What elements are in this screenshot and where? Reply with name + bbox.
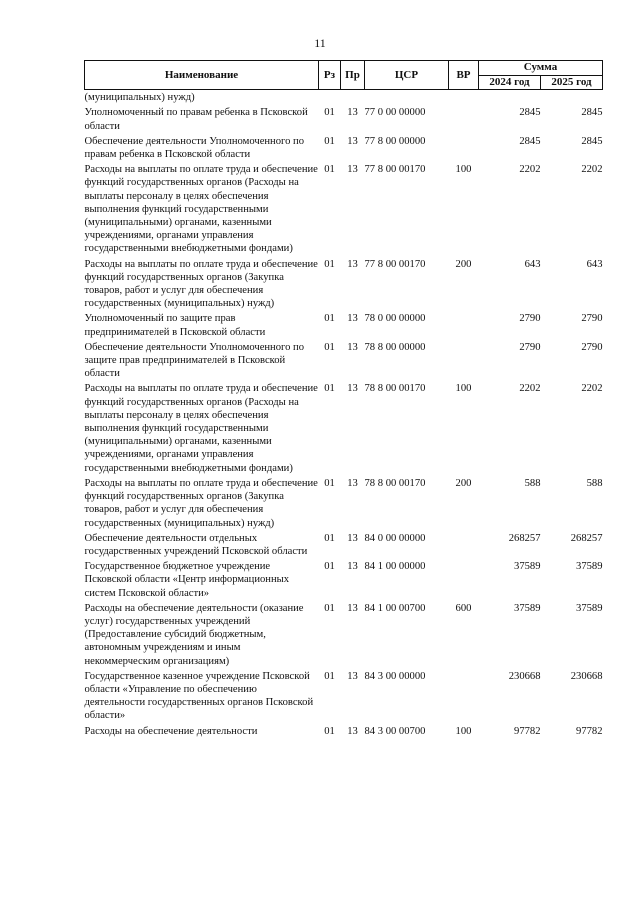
cell-csr: 77 8 00 00170	[364, 258, 426, 270]
cell-csr: 84 1 00 00700	[364, 602, 426, 614]
cell-name: (муниципальных) нужд)	[84, 92, 195, 104]
header-rz: Рз	[319, 61, 341, 90]
cell-csr: 78 8 00 00170	[364, 383, 426, 395]
cell-rz: 01	[324, 383, 335, 395]
cell-vr	[449, 105, 479, 133]
cell-rz	[319, 90, 341, 106]
cell-pr: 13	[347, 107, 358, 119]
table-row	[85, 257, 603, 312]
cell-pr: 13	[347, 725, 358, 737]
cell-s24	[479, 90, 541, 106]
cell-vr	[449, 559, 479, 601]
cell-pr: 13	[347, 477, 358, 489]
cell-name: Расходы на обеспечение деятельности (оказание услуг) государственных учреждений (Предоставление субсидий бюджетным, автономным учреждениям и иным некоммерческим организациям)	[84, 602, 304, 667]
table-row	[85, 311, 603, 339]
table-row	[85, 601, 603, 669]
cell-s24: 2845	[519, 107, 541, 119]
cell-s24: 2202	[519, 383, 541, 395]
cell-vr: 200	[455, 258, 472, 270]
cell-s24: 2790	[519, 341, 541, 353]
cell-pr: 13	[347, 135, 358, 147]
table-row	[85, 90, 603, 106]
cell-rz: 01	[324, 477, 335, 489]
page-number: 11	[314, 36, 326, 50]
cell-vr: 200	[455, 477, 472, 489]
table-header	[85, 61, 603, 90]
cell-s24: 268257	[508, 532, 541, 544]
cell-s24: 2845	[519, 135, 541, 147]
cell-csr: 78 0 00 00000	[364, 313, 426, 325]
cell-s24: 37589	[514, 602, 541, 614]
cell-s25: 2202	[581, 164, 603, 176]
cell-name: Уполномоченный по правам ребенка в Псковской области	[84, 107, 308, 132]
cell-csr: 77 8 00 00000	[364, 135, 426, 147]
cell-rz: 01	[324, 341, 335, 353]
cell-csr: 84 3 00 00700	[364, 725, 426, 737]
table-row	[85, 724, 603, 739]
cell-name: Расходы на выплаты по оплате труда и обеспечение функций государственных органов (Расходы на выплаты персоналу в целях обеспечения выполнения функций государственными (муниципальными) органами, казенными учреждениями, органами управления государственными внебюджетными фондами)	[84, 164, 318, 255]
cell-name: Государственное казенное учреждение Псковской области «Управление по обеспечению деятельности государственных органов Псковской области»	[84, 670, 314, 722]
cell-vr: 100	[455, 725, 472, 737]
cell-csr: 84 3 00 00000	[364, 670, 426, 682]
cell-csr: 78 8 00 00000	[364, 341, 426, 353]
cell-s25: 643	[586, 258, 603, 270]
cell-rz: 01	[324, 561, 335, 573]
header-name: Наименование	[85, 61, 319, 90]
cell-s25: 268257	[570, 532, 603, 544]
table-row	[85, 340, 603, 382]
cell-vr	[449, 134, 479, 162]
cell-pr	[341, 90, 365, 106]
cell-rz: 01	[324, 258, 335, 270]
cell-vr	[449, 340, 479, 382]
cell-rz: 01	[324, 313, 335, 325]
cell-s24: 37589	[514, 561, 541, 573]
table-row	[85, 162, 603, 256]
cell-s25: 2790	[581, 341, 603, 353]
cell-name: Расходы на обеспечение деятельности	[84, 725, 258, 737]
table-row	[85, 476, 603, 531]
cell-pr: 13	[347, 602, 358, 614]
cell-s25: 2202	[581, 383, 603, 395]
cell-s25: 230668	[570, 670, 603, 682]
cell-s25: 2845	[581, 135, 603, 147]
table-row	[85, 105, 603, 133]
cell-name: Обеспечение деятельности Уполномоченного по защите прав предпринимателей в Псковской области	[84, 341, 305, 380]
cell-rz: 01	[324, 725, 335, 737]
cell-s25	[541, 90, 603, 106]
cell-s25: 37589	[576, 561, 603, 573]
cell-vr: 100	[455, 383, 472, 395]
cell-pr: 13	[347, 561, 358, 573]
table-row	[85, 669, 603, 724]
cell-s25: 97782	[576, 725, 603, 737]
cell-s24: 230668	[508, 670, 541, 682]
cell-csr: 84 1 00 00000	[364, 561, 426, 573]
cell-name: Расходы на выплаты по оплате труда и обеспечение функций государственных органов (Закупка товаров, работ и услуг для обеспечения государственных (муниципальных) нужд)	[84, 258, 318, 310]
cell-name: Обеспечение деятельности отдельных государственных учреждений Псковской области	[84, 532, 308, 557]
cell-pr: 13	[347, 532, 358, 544]
cell-rz: 01	[324, 164, 335, 176]
cell-s24: 588	[524, 477, 541, 489]
cell-rz: 01	[324, 107, 335, 119]
budget-table	[84, 60, 603, 739]
header-csr: ЦСР	[365, 61, 449, 90]
header-year-2025: 2025 год	[541, 76, 603, 90]
cell-s24: 2790	[519, 313, 541, 325]
table-row	[85, 531, 603, 559]
cell-name: Государственное бюджетное учреждение Псковской области «Центр информационных систем Псковской области»	[84, 561, 290, 599]
cell-vr: 600	[455, 602, 472, 614]
cell-pr: 13	[347, 258, 358, 270]
table-row	[85, 381, 603, 475]
cell-s24: 2202	[519, 164, 541, 176]
cell-rz: 01	[324, 670, 335, 682]
cell-csr: 78 8 00 00170	[364, 477, 426, 489]
cell-vr	[449, 90, 479, 106]
cell-s25: 2790	[581, 313, 603, 325]
table-row	[85, 134, 603, 162]
header-sum: Сумма	[479, 61, 603, 76]
cell-pr: 13	[347, 341, 358, 353]
cell-s24: 643	[524, 258, 541, 270]
cell-pr: 13	[347, 383, 358, 395]
cell-vr	[449, 311, 479, 339]
cell-name: Обеспечение деятельности Уполномоченного по правам ребенка в Псковской области	[84, 135, 305, 161]
cell-rz: 01	[324, 532, 335, 544]
header-pr: Пр	[341, 61, 365, 90]
cell-csr: 77 0 00 00000	[364, 107, 426, 119]
cell-pr: 13	[347, 164, 358, 176]
table-row	[85, 559, 603, 601]
cell-vr	[449, 669, 479, 724]
cell-s24: 97782	[514, 725, 541, 737]
header-year-2024: 2024 год	[479, 76, 541, 90]
cell-s25: 2845	[581, 107, 603, 119]
cell-pr: 13	[347, 670, 358, 682]
cell-csr: 77 8 00 00170	[364, 164, 426, 176]
cell-name: Расходы на выплаты по оплате труда и обеспечение функций государственных органов (Расходы на выплаты персоналу в целях обеспечения выполнения функций государственными (муниципальными) органами, казенными учреждениями, органами управления государственными внебюджетными фондами)	[84, 383, 318, 474]
cell-csr	[365, 90, 449, 106]
cell-s25: 37589	[576, 602, 603, 614]
cell-vr: 100	[455, 164, 472, 176]
cell-rz: 01	[324, 135, 335, 147]
cell-csr: 84 0 00 00000	[364, 532, 426, 544]
cell-name: Уполномоченный по защите прав предпринимателей в Псковской области	[84, 313, 266, 338]
header-vr: ВР	[449, 61, 479, 90]
cell-rz: 01	[324, 602, 335, 614]
table-body	[85, 90, 603, 739]
cell-pr: 13	[347, 313, 358, 325]
cell-vr	[449, 531, 479, 559]
cell-name: Расходы на выплаты по оплате труда и обеспечение функций государственных органов (Закупка товаров, работ и услуг для обеспечения государственных (муниципальных) нужд)	[84, 477, 318, 529]
cell-s25: 588	[586, 477, 603, 489]
